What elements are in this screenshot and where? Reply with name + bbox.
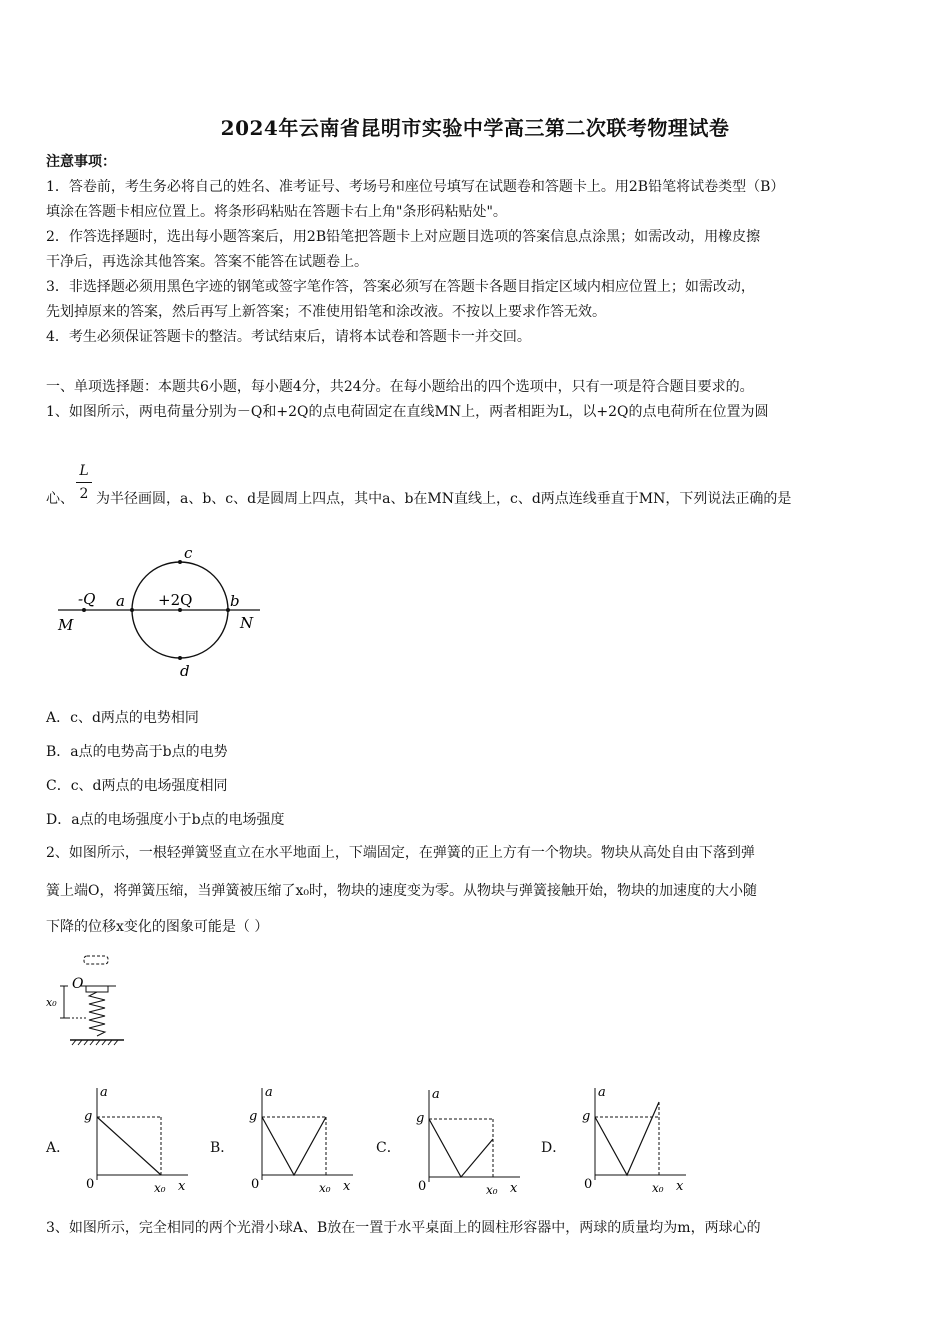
point-neg-q [82,608,86,612]
x0-label: x₀ [319,1181,331,1195]
graph-option-c[interactable] [410,1082,530,1198]
question-3-text: 3、如图所示，完全相同的两个光滑小球A、B放在一置于水平桌面上的圆柱形容器中，两球的质量均为m，两球心的 [46,1220,761,1236]
point-c [178,560,182,564]
notice-line: 3．非选择题必须用黑色字迹的钢笔或签字笔作答，答案必须写在答题卡各题目指定区域内相应位置上；如需改动， [46,279,755,295]
graph-option-a[interactable] [78,1080,198,1196]
label-n: N [240,614,254,632]
graph-curve [97,1117,161,1175]
origin-label: 0 [418,1179,427,1194]
option-b[interactable]: B．a点的电势高于b点的电势 [46,744,228,760]
graph-option-d[interactable] [576,1080,696,1196]
graph-option-a-label[interactable]: A． [46,1140,71,1156]
axis-label-g: g [84,1109,93,1124]
ground-hatch [72,1040,118,1045]
notice-heading: 注意事项： [46,154,116,170]
axis-label-a: a [265,1085,273,1100]
spring-cap [86,986,108,992]
option-c[interactable]: C．c、d两点的电场强度相同 [46,778,228,794]
graph-option-b[interactable] [243,1080,363,1196]
notice-line: 先划掉原来的答案，然后再写上新答案；不准使用铅笔和涂改液。不按以上要求作答无效。 [46,304,606,320]
notice-line: 1．答卷前，考生务必将自己的姓名、准考证号、考场号和座位号填写在试题卷和答题卡上。用2B铅笔将试卷类型（B） [46,179,785,195]
notice-line: 2．作答选择题时，选出每小题答案后，用2B铅笔把答题卡上对应题目选项的答案信息点涂黑；如需改动，用橡皮擦 [46,229,761,245]
graph-curve [262,1117,326,1175]
x0-label: x₀ [154,1181,166,1195]
axis-label-x: x [343,1179,351,1194]
label-o: O [72,976,84,992]
block-dashed [84,956,108,964]
option-d[interactable]: D．a点的电场强度小于b点的电场强度 [46,812,285,828]
spring-figure [44,950,134,1050]
graph-curve [595,1102,659,1175]
axis-label-a: a [100,1085,108,1100]
circle-charges-figure [50,540,270,680]
question-1-text-pre: 心、 [46,491,74,507]
fraction-denominator: 2 [79,486,89,502]
axis-label-g: g [416,1111,425,1126]
axis-label-g: g [249,1109,258,1124]
graph-option-b-label[interactable]: B． [210,1140,235,1156]
notice-line: 4．考生必须保证答题卡的整洁。考试结束后，请将本试卷和答题卡一并交回。 [46,329,531,345]
x0-label: x₀ [486,1183,498,1197]
x0-label: x₀ [652,1181,664,1195]
question-2-text: 簧上端O，将弹簧压缩，当弹簧被压缩了x₀时，物块的速度变为零。从物块与弹簧接触开始，物块的加速度的大小随 [46,883,757,899]
question-2-text: 下降的位移x变化的图象可能是（ ） [46,919,269,935]
fraction-numerator: L [79,463,89,479]
fraction-bar [76,482,92,483]
label-d: d [180,662,190,680]
point-a [130,608,134,612]
label-c: c [184,544,193,562]
fraction-l-over-2 [76,462,92,503]
option-a[interactable]: A．c、d两点的电势相同 [46,710,199,726]
question-1-text-post: 为半径画圆，a、b、c、d是圆周上四点，其中a、b在MN直线上，c、d两点连线垂直于MN，下列说法正确的是 [96,491,792,507]
notice-line: 干净后，再选涂其他答案。答案不能答在试题卷上。 [46,254,368,270]
graph-option-d-label[interactable]: D． [541,1140,567,1156]
label-neg-q: -Q [78,590,96,608]
question-1-text: 1、如图所示，两电荷量分别为－Q和+2Q的点电荷固定在直线MN上，两者相距为L，以+2Q的点电荷所在位置为圆 [46,404,769,420]
label-x0: x₀ [46,996,57,1009]
label-b: b [230,592,240,610]
axis-label-x: x [178,1179,186,1194]
graph-option-c-label[interactable]: C． [376,1140,401,1156]
axis-label-x: x [676,1179,684,1194]
label-a: a [116,592,125,610]
page-title: 2024年云南省昆明市实验中学高三第二次联考物理试卷 [220,116,730,140]
label-m: M [58,616,74,634]
origin-label: 0 [584,1177,593,1192]
section-heading: 一、单项选择题：本题共6小题，每小题4分，共24分。在每小题给出的四个选项中，只有一项是符合题目要求的。 [46,379,754,395]
label-pos-2q: +2Q [158,591,193,609]
notice-line: 填涂在答题卡相应位置上。将条形码粘贴在答题卡右上角"条形码粘贴处"。 [46,204,507,220]
origin-label: 0 [251,1177,260,1192]
axis-label-x: x [510,1181,518,1196]
point-d [178,656,182,660]
question-2-text: 2、如图所示，一根轻弹簧竖直立在水平地面上，下端固定，在弹簧的正上方有一个物块。物块从高处自由下落到弹 [46,845,755,861]
graph-curve [429,1119,493,1177]
axis-label-a: a [598,1085,606,1100]
axis-label-a: a [432,1087,440,1102]
axis-label-g: g [582,1109,591,1124]
spring-coil [89,992,105,1036]
origin-label: 0 [86,1177,95,1192]
